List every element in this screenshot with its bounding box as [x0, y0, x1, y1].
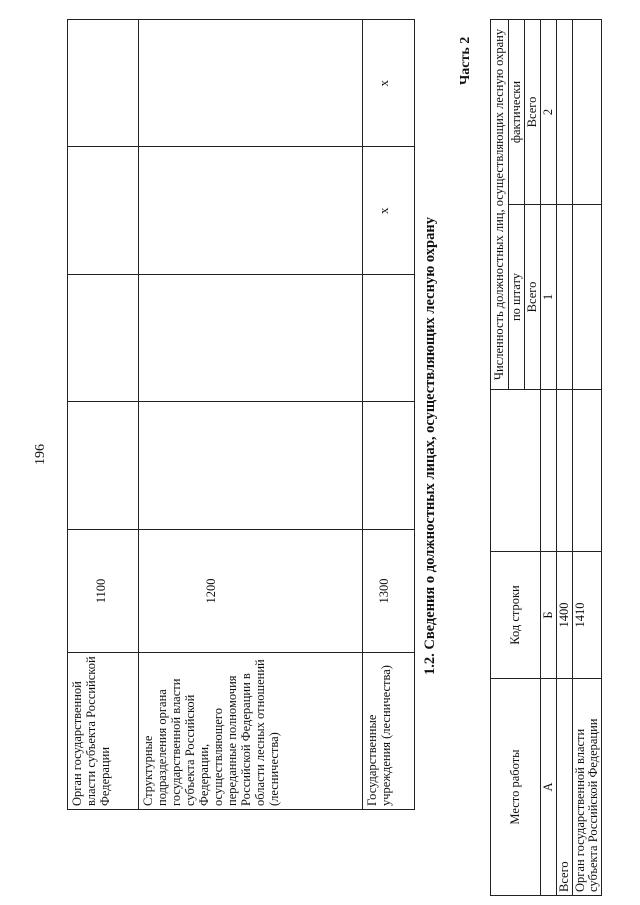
- table-row: [139, 20, 363, 810]
- table-row: [573, 20, 602, 896]
- row-mark: [139, 147, 363, 275]
- letter-b: Б: [541, 552, 557, 679]
- table-cell: [68, 275, 139, 403]
- row-mark: x: [363, 147, 415, 275]
- page-number: 196: [33, 444, 48, 465]
- header-place: Место работы: [491, 679, 541, 896]
- row-mark-last: x: [363, 20, 415, 148]
- row-label: Орган государственной власти субъекта Российской Федерации: [68, 653, 139, 810]
- table-row: [363, 20, 415, 810]
- table-cell: [573, 390, 602, 552]
- table-cell: [573, 20, 602, 205]
- table-cell: [139, 20, 363, 148]
- header-total-2: Всего: [525, 20, 541, 205]
- table-cell: [541, 390, 557, 552]
- header-count: Численность должностных лиц, осуществляющих лесную охрану: [491, 20, 509, 390]
- table-cell: [557, 205, 573, 390]
- row-mark: [68, 147, 139, 275]
- row-code: 1410: [573, 552, 602, 679]
- num-2: 2: [541, 20, 557, 205]
- section-title: 1.2. Сведения о должностных лицах, осуществляющих лесную охрану: [422, 217, 438, 675]
- table-row: [557, 20, 573, 896]
- letter-a: А: [541, 679, 557, 896]
- header-row: [491, 20, 509, 896]
- num-1: 1: [541, 205, 557, 390]
- row-label: Структурные подразделения органа государственной власти субъекта Российской Федерации, осуществляющего переданные полномочия Российской Федерации в области лесных отношений (лесничества): [139, 653, 363, 810]
- table-cell: [68, 402, 139, 530]
- table-cell: [363, 275, 415, 403]
- row-label: Государственные учреждения (лесничества): [363, 653, 415, 810]
- table-cell: [557, 390, 573, 552]
- table-cell: [139, 275, 363, 403]
- table-cell: [139, 402, 363, 530]
- table-cell: [557, 20, 573, 205]
- letter-row: [541, 20, 557, 896]
- row-place: Орган государственной власти субъекта Российской Федерации: [573, 679, 602, 896]
- header-actual: фактически: [509, 20, 525, 205]
- row-code: 1200: [139, 530, 363, 653]
- staff-table-part1: [67, 19, 415, 810]
- row-code: 1100: [68, 530, 139, 653]
- row-code: 1300: [363, 530, 415, 653]
- table-cell: [363, 402, 415, 530]
- table-row: [68, 20, 139, 810]
- header-blank: [491, 390, 541, 552]
- part-label: Часть 2: [458, 36, 473, 85]
- header-staff: по штату: [509, 205, 525, 390]
- header-total: Всего: [525, 205, 541, 390]
- row-place: Всего: [557, 679, 573, 896]
- staff-table-part2: [490, 19, 602, 896]
- table-cell: [573, 205, 602, 390]
- row-code: 1400: [557, 552, 573, 679]
- header-code: Код строки: [491, 552, 541, 679]
- table-cell: [68, 20, 139, 148]
